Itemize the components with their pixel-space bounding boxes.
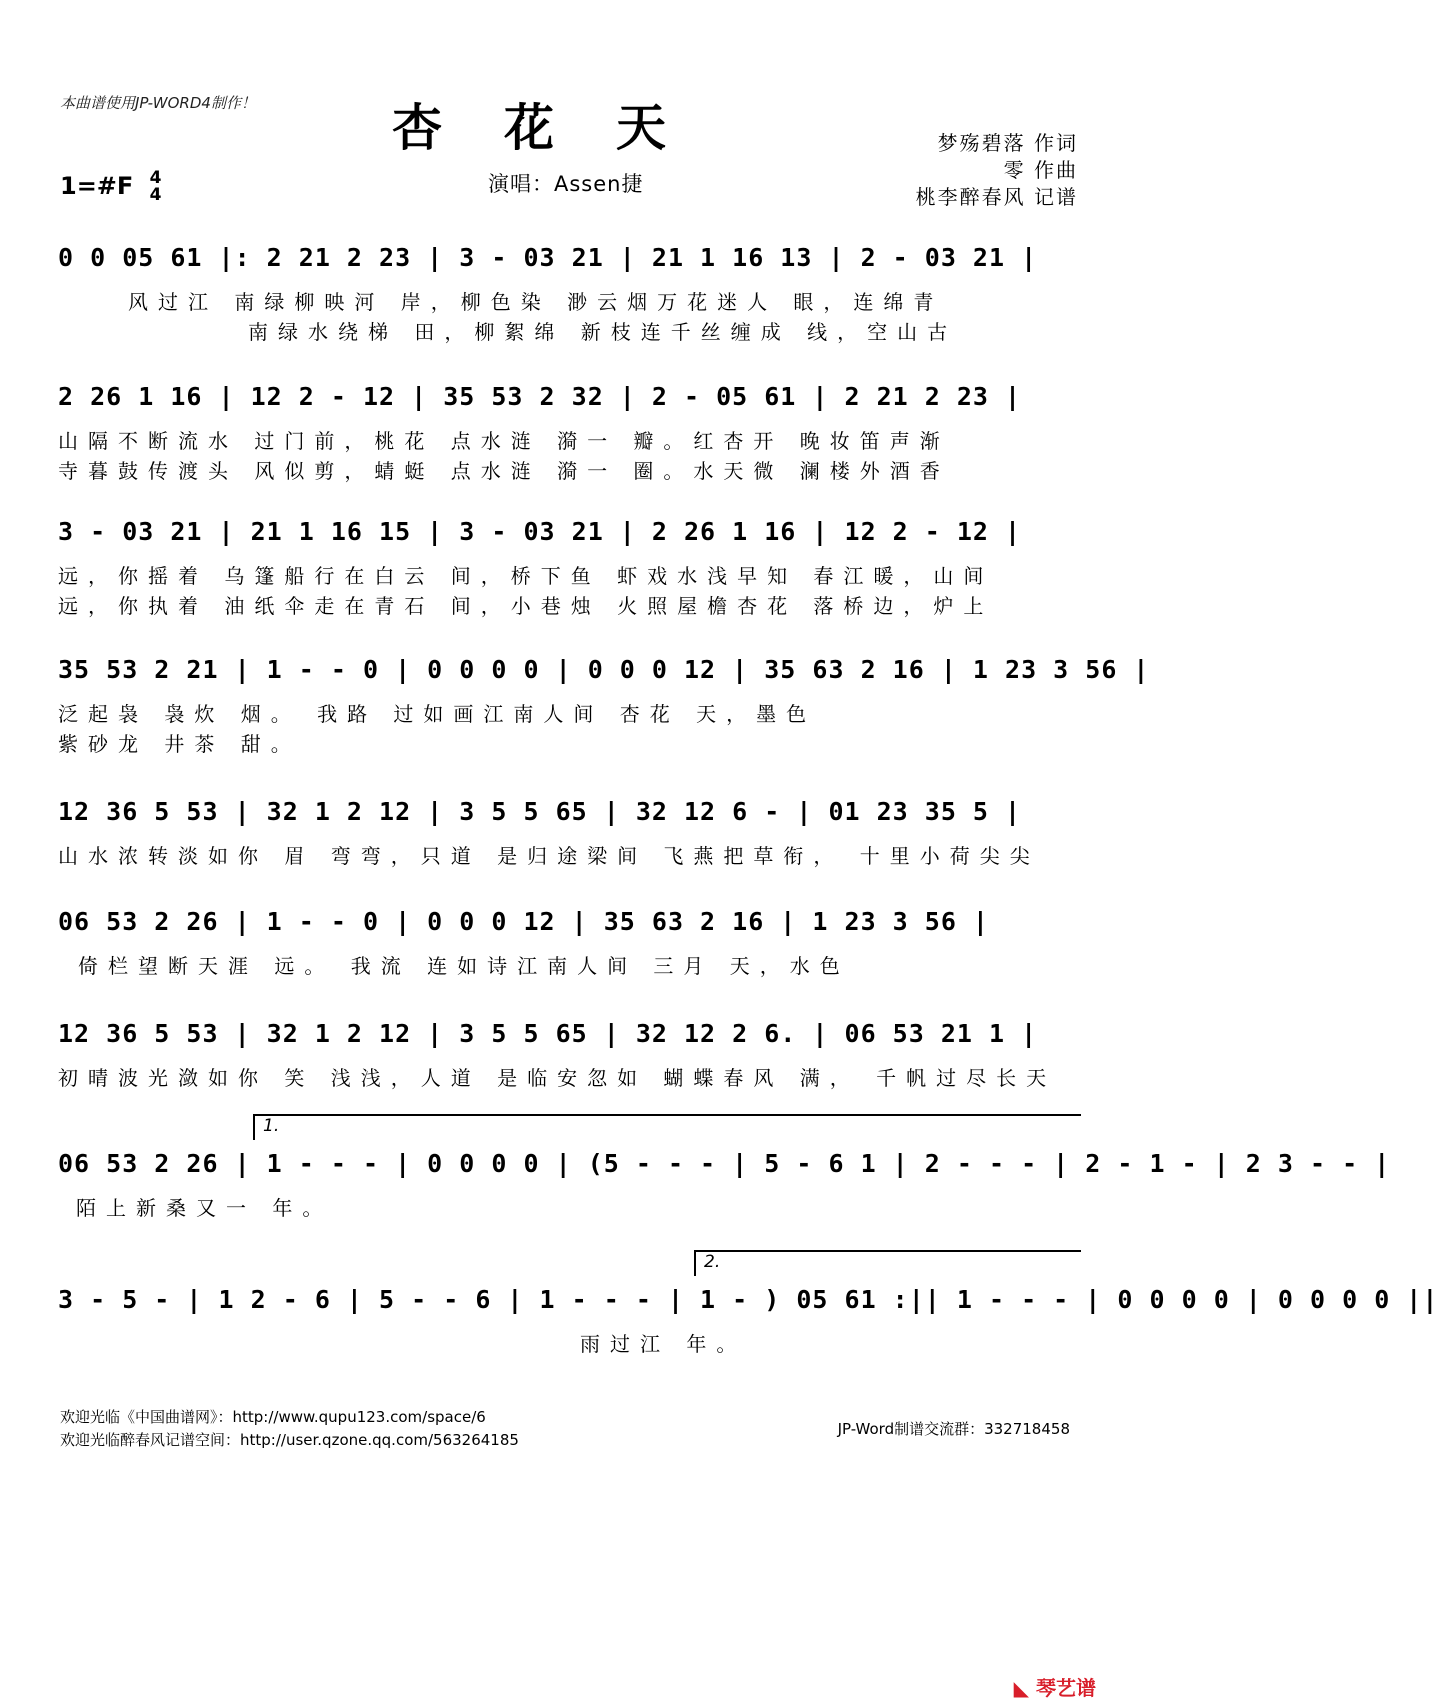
notation-line: 3 - 5 - | 1 2 - 6 | 5 - - 6 | 1 - - - | 1 - ) 05 61 :|| 1 - - - | 0 0 0 0 | 0 0 0 0 || [58, 1285, 1438, 1314]
notation-line: 12 36 5 53 | 32 1 2 12 | 3 5 5 65 | 32 12 6 - | 01 23 35 5 | [58, 797, 1022, 826]
footer-links [60, 1406, 519, 1452]
notation-line: 0 0 05 61 |: 2 21 2 23 | 3 - 03 21 | 21 1 16 13 | 2 - 03 21 | [58, 243, 1038, 272]
notation-line: 2 26 1 16 | 12 2 - 12 | 35 53 2 32 | 2 - 05 61 | 2 21 2 23 | [58, 382, 1022, 411]
notation-line: 3 - 03 21 | 21 1 16 15 | 3 - 03 21 | 2 26 1 16 | 12 2 - 12 | [58, 517, 1022, 546]
time-signature [150, 170, 162, 204]
transcriber-credit: 桃李醉春风 记谱 [915, 185, 1078, 209]
lyric-line-1: 远，你摇着 乌篷船行在白云 间，桥下鱼 虾戏水浅早知 春江暖，山间 [58, 564, 994, 588]
footer-group: JP-Word制谱交流群：332718458 [837, 1420, 1070, 1438]
volta-bracket-2: 2. [694, 1250, 1081, 1276]
lyric-line-1: 陌上新桑又一 年。 [76, 1196, 333, 1220]
lyric-line-1: 雨过江 年。 [580, 1332, 747, 1356]
footer-link-1[interactable]: 欢迎光临《中国曲谱网》：http://www.qupu123.com/space/6 [60, 1408, 486, 1426]
lyric-line-2: 南绿水绕梯 田，柳絮绵 新枝连千丝缠成 线，空山古 [248, 320, 958, 344]
logo-icon: ◣ [1013, 1676, 1030, 1700]
logo-text: 琴艺谱 [1036, 1676, 1096, 1700]
lyric-line-1: 倚栏望断天涯 远。 我流 连如诗江南人间 三月 天，水色 [78, 954, 850, 978]
notation-line: 06 53 2 26 | 1 - - 0 | 0 0 0 12 | 35 63 2 16 | 1 23 3 56 | [58, 907, 989, 936]
lyric-line-1: 泛起袅 袅炊 烟。 我路 过如画江南人间 杏花 天，墨色 [58, 702, 817, 726]
credits [916, 130, 1078, 211]
notation-line: 12 36 5 53 | 32 1 2 12 | 3 5 5 65 | 32 12 2 6. | 06 53 21 1 | [58, 1019, 1038, 1048]
time-signature-bottom: 4 [149, 185, 162, 205]
singer-label: 演唱：Assen捷 [488, 172, 644, 196]
key-label: 1=#F [60, 172, 134, 200]
lyric-line-2: 寺暮鼓传渡头 风似剪，蜻蜓 点水涟 漪一 圈。水天微 澜楼外酒香 [58, 459, 950, 483]
notation-line: 06 53 2 26 | 1 - - - | 0 0 0 0 | (5 - - - | 5 - 6 1 | 2 - - - | 2 - 1 - | 2 3 - - | [58, 1149, 1391, 1178]
lyric-line-1: 山水浓转淡如你 眉 弯弯，只道 是归途梁间 飞燕把草衔， 十里小荷尖尖 [58, 844, 1040, 868]
maker-note: 本曲谱使用JP-WORD4制作！ [60, 94, 256, 112]
lyricist-credit: 梦殇碧落 作词 [937, 131, 1078, 155]
footer-link-2[interactable]: 欢迎光临醉春风记谱空间：http://user.qzone.qq.com/563264185 [60, 1431, 519, 1449]
site-logo [1014, 1672, 1096, 1701]
notation-line: 35 53 2 21 | 1 - - 0 | 0 0 0 0 | 0 0 0 12 | 35 63 2 16 | 1 23 3 56 | [58, 655, 1150, 684]
lyric-line-1: 初晴波光潋如你 笑 浅浅，人道 是临安忽如 蝴蝶春风 满， 千帆过尽长天 [58, 1066, 1057, 1090]
lyric-line-2: 紫砂龙 井茶 甜。 [58, 732, 301, 756]
time-signature-top: 4 [149, 168, 162, 188]
lyric-line-1: 风过江 南绿柳映河 岸，柳色染 渺云烟万花迷人 眼，连绵青 [128, 290, 944, 314]
composer-credit: 零 作曲 [1003, 158, 1078, 182]
song-title: 杏花天 [392, 98, 728, 157]
lyric-line-2: 远，你执着 油纸伞走在青石 间，小巷烛 火照屋檐杏花 落桥边，炉上 [58, 594, 994, 618]
key-signature [60, 170, 162, 204]
volta-bracket-1: 1. [253, 1114, 1081, 1140]
lyric-line-1: 山隔不断流水 过门前，桃花 点水涟 漪一 瓣。红杏开 晚妆笛声渐 [58, 429, 950, 453]
